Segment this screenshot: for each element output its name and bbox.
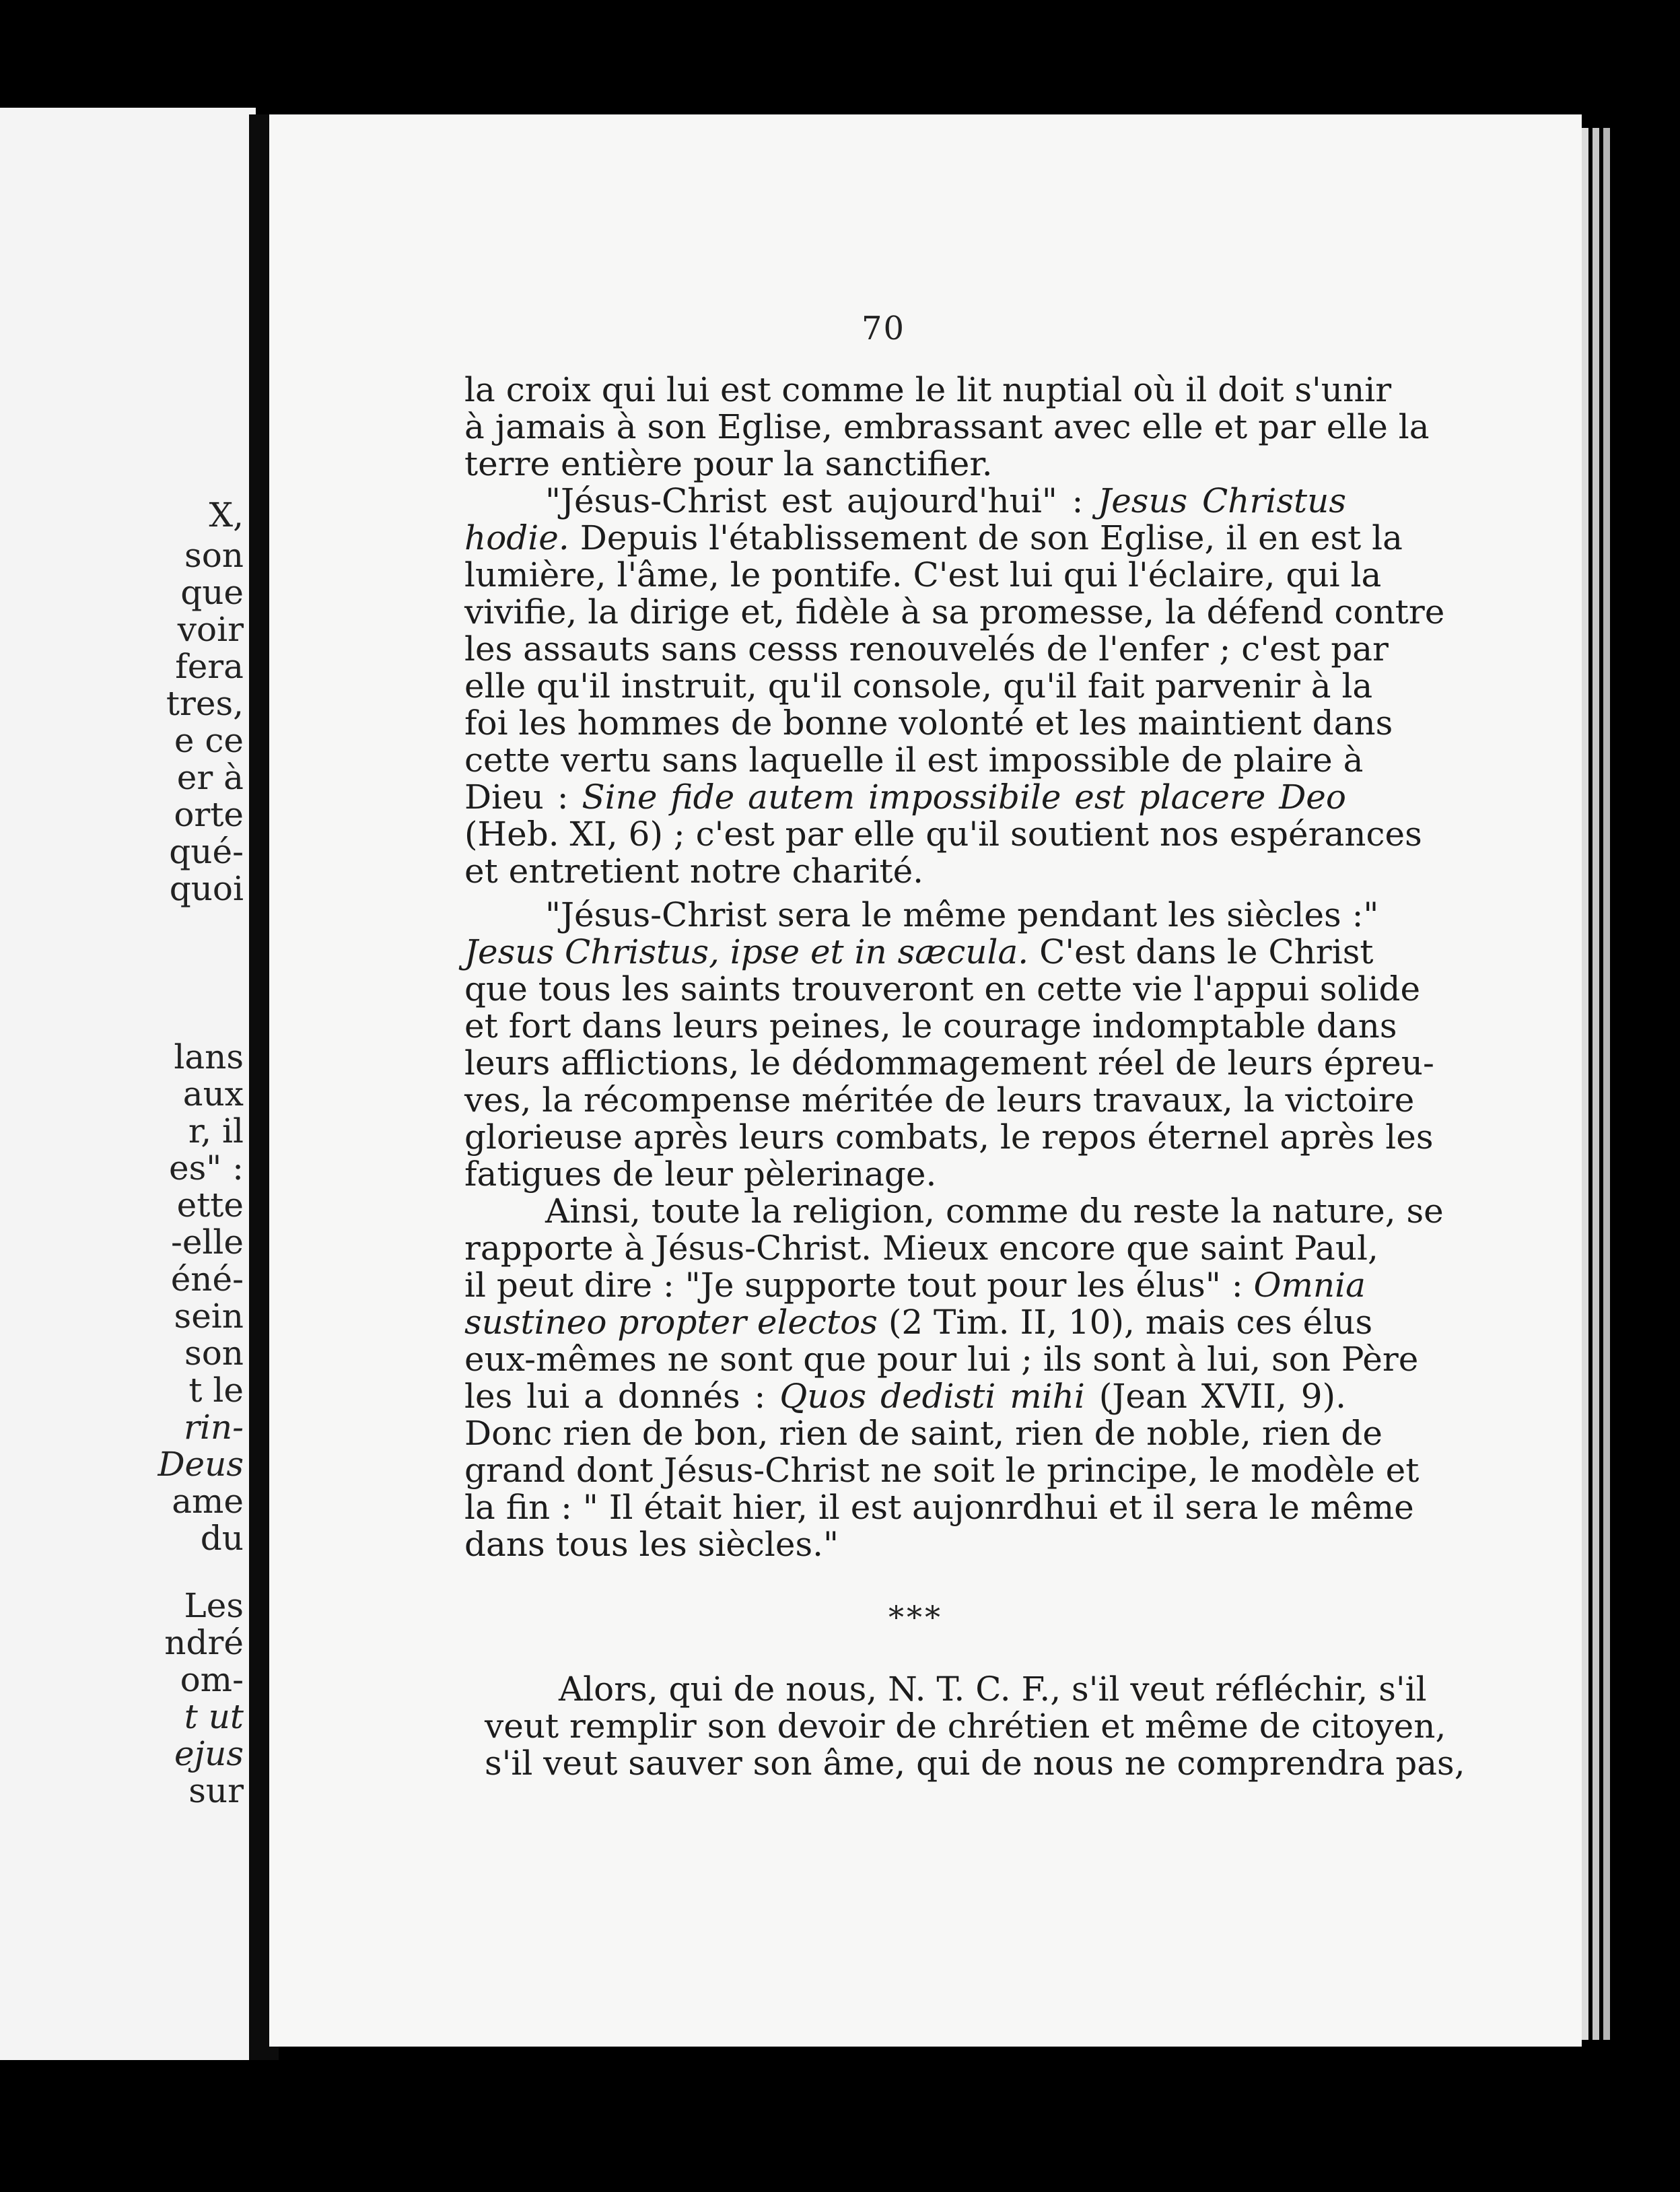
left-page-line-fragment: tres, (166, 684, 244, 723)
section-separator: *** (888, 1599, 943, 1635)
text-line (485, 1707, 1446, 1746)
text-line (485, 1744, 1465, 1783)
italic-text-run: Quos dedisti mihi (779, 1377, 1085, 1416)
left-page-line-fragment: e ce (174, 721, 244, 760)
text-run: fatigues de leur pèlerinage. (464, 1155, 937, 1194)
text-line (464, 741, 1364, 780)
left-page-line-fragment: ndré (164, 1623, 244, 1662)
text-line (464, 778, 1346, 817)
text-line (464, 1192, 1444, 1231)
italic-text-run: Jesus Christus (1098, 481, 1347, 520)
text-line (464, 1266, 1366, 1305)
text-line (464, 815, 1422, 854)
left-page-line-fragment: ejus (174, 1734, 244, 1773)
left-page-line-fragment: ette (176, 1186, 244, 1225)
left-page-line-fragment: voir (177, 610, 244, 649)
text-run: Dieu : (464, 778, 582, 817)
text-line (464, 1340, 1419, 1379)
page-edge (1593, 128, 1599, 2040)
text-line (464, 852, 1346, 891)
text-line (464, 1081, 1415, 1120)
text-run: grand dont Jésus-Christ ne soit le principe, le modèle et (464, 1451, 1420, 1490)
text-run: leurs afflictions, le dédommagement réel de leurs épreu- (464, 1043, 1434, 1083)
text-run: et fort dans leurs peines, le courage indomptable dans (464, 1006, 1397, 1046)
left-page-line-fragment: t le (188, 1371, 244, 1410)
text-run: Alors, qui de nous, N. T. C. F., s'il veut réfléchir, s'il (559, 1670, 1427, 1709)
italic-text-run: sustineo propter electos (464, 1303, 878, 1342)
text-run: dans tous les siècles." (464, 1525, 839, 1564)
page-edge (1582, 128, 1588, 2040)
text-run: que tous les saints trouveront en cette vie l'appui solide (464, 969, 1421, 1008)
text-run: Depuis l'établissement de son Eglise, il en est la (569, 518, 1403, 557)
text-run: ves, la récompense méritée de leurs travaux, la victoire (464, 1081, 1415, 1120)
left-page-line-fragment: X, (209, 495, 244, 535)
text-line (464, 444, 1346, 483)
italic-text-run: Sine fide autem impossibile est placere Deo (582, 778, 1346, 817)
left-page-line-fragment: Deus (158, 1445, 244, 1484)
page-number: 70 (862, 310, 906, 347)
text-run: C'est dans le Christ (1028, 932, 1374, 971)
text-line (464, 629, 1389, 669)
text-run: "Jésus-Christ sera le même pendant les siècles :" (545, 895, 1379, 934)
text-run: lumière, l'âme, le pontife. C'est lui qui l'éclaire, qui la (464, 555, 1382, 594)
left-page-line-fragment: qué- (169, 832, 244, 871)
left-page-line-fragment: quoi (169, 869, 244, 908)
left-page-line-fragment: que (180, 573, 244, 612)
left-page-line-fragment: r, il (188, 1111, 244, 1151)
text-run: rapporte à Jésus-Christ. Mieux encore que saint Paul, (464, 1229, 1378, 1268)
text-run: eux-mêmes ne sont que pour lui ; ils sont à lui, son Père (464, 1340, 1419, 1379)
text-line (464, 1451, 1420, 1490)
text-run: la croix qui lui est comme le lit nuptial où il doit s'unir (464, 370, 1392, 409)
text-line (464, 592, 1445, 631)
left-page-line-fragment: t ut (184, 1697, 244, 1736)
text-run: la fin : " Il était hier, il est aujonrdhui et il sera le même (464, 1488, 1414, 1527)
text-line (464, 1525, 1346, 1564)
text-line (464, 407, 1430, 446)
text-run: foi les hommes de bonne volonté et les maintient dans (464, 704, 1393, 743)
text-run: Ainsi, toute la religion, comme du reste la nature, se (545, 1192, 1444, 1231)
left-page-line-fragment: es" : (169, 1149, 244, 1188)
text-run: s'il veut sauver son âme, qui de nous ne comprendra pas, (485, 1744, 1465, 1783)
left-page-line-fragment: om- (180, 1660, 244, 1699)
page-edge (1603, 128, 1610, 2040)
text-run: il peut dire : "Je supporte tout pour les élus" : (464, 1266, 1254, 1305)
italic-text-run: hodie. (464, 518, 569, 557)
left-page-line-fragment: orte (174, 795, 244, 834)
text-run: les assauts sans cesss renouvelés de l'enfer ; c'est par (464, 629, 1389, 669)
text-line (464, 1414, 1382, 1453)
text-line (464, 1155, 1346, 1194)
left-page-line-fragment: sein (174, 1297, 244, 1336)
left-page-line-fragment: ame (172, 1482, 244, 1521)
text-line (485, 1670, 1427, 1709)
text-run: terre entière pour la sanctifier. (464, 444, 993, 483)
text-line (464, 370, 1392, 409)
text-line (464, 481, 1346, 520)
italic-text-run: Omnia (1253, 1266, 1366, 1305)
text-run: Donc rien de bon, rien de saint, rien de noble, rien de (464, 1414, 1382, 1453)
text-run: (Heb. XI, 6) ; c'est par elle qu'il soutient nos espérances (464, 815, 1422, 854)
left-page (0, 108, 256, 2060)
left-page-line-fragment: er à (176, 758, 244, 797)
text-line (464, 704, 1393, 743)
left-page-line-fragment: du (200, 1519, 244, 1558)
left-page-line-fragment: son (184, 1334, 244, 1373)
text-line (464, 932, 1374, 971)
italic-text-run: Jesus Christus, ipse et in sæcula. (464, 932, 1029, 971)
text-run: (Jean XVII, 9). (1084, 1377, 1346, 1416)
text-run: cette vertu sans laquelle il est impossible de plaire à (464, 741, 1364, 780)
left-page-line-fragment: -elle (170, 1223, 244, 1262)
text-line (464, 1118, 1434, 1157)
text-line (464, 1303, 1373, 1342)
left-page-line-fragment: Les (184, 1586, 244, 1625)
text-run: veut remplir son devoir de chrétien et même de citoyen, (485, 1707, 1446, 1746)
text-line (464, 666, 1373, 706)
text-run: les lui a donnés : (464, 1377, 780, 1416)
left-page-line-fragment: sur (188, 1771, 244, 1810)
text-run: vivifie, la dirige et, fidèle à sa promesse, la défend contre (464, 592, 1445, 631)
left-page-line-fragment: aux (182, 1074, 244, 1114)
text-line (464, 969, 1421, 1008)
text-line (464, 1488, 1414, 1527)
text-run: elle qu'il instruit, qu'il console, qu'il fait parvenir à la (464, 666, 1373, 706)
left-page-line-fragment: son (184, 536, 244, 575)
text-run: "Jésus-Christ est aujourd'hui" : (545, 481, 1098, 520)
text-line (464, 555, 1382, 594)
text-line (464, 518, 1403, 557)
text-run: à jamais à son Eglise, embrassant avec elle et par elle la (464, 407, 1430, 446)
text-line (464, 1043, 1434, 1083)
text-run: glorieuse après leurs combats, le repos éternel après les (464, 1118, 1434, 1157)
text-line (464, 1377, 1346, 1416)
text-line (464, 1006, 1397, 1046)
text-line (464, 1229, 1378, 1268)
text-run: et entretient notre charité. (464, 852, 924, 891)
left-page-line-fragment: éné- (170, 1260, 244, 1299)
left-page-line-fragment: fera (175, 647, 244, 686)
left-page-line-fragment: rin- (184, 1408, 244, 1447)
text-line (464, 895, 1379, 934)
left-page-line-fragment: lans (174, 1037, 244, 1076)
text-run: (2 Tim. II, 10), mais ces élus (877, 1303, 1373, 1342)
